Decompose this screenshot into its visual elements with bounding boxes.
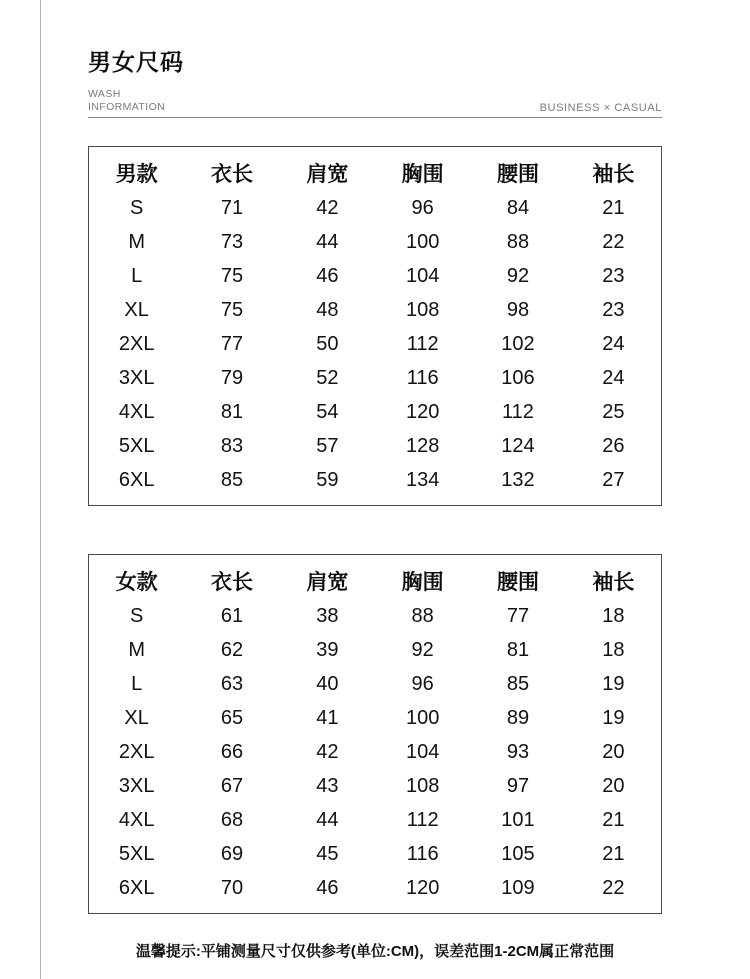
size-table-header-cell: 胸围 (401, 570, 444, 594)
size-table-cell: 112 (406, 808, 439, 831)
size-table-cell: 26 (602, 434, 625, 457)
size-table-cell: 19 (602, 672, 625, 695)
size-table-cell: 108 (405, 298, 440, 321)
size-table-cell: 112 (406, 332, 439, 355)
size-table-cell: 45 (316, 842, 339, 865)
size-table-header-cell: 衣长 (210, 162, 253, 186)
size-table-header-cell: 肩宽 (306, 162, 349, 186)
size-table-row (89, 803, 661, 837)
size-table-cell: 100 (405, 706, 440, 729)
header-meta-row (88, 88, 662, 118)
size-table-row (89, 701, 661, 735)
size-table-cell: 19 (602, 706, 625, 729)
size-table-header-row (89, 562, 661, 599)
size-table-row (89, 871, 661, 905)
size-table-cell: 97 (506, 774, 530, 797)
size-table-cell: 25 (602, 400, 625, 423)
size-table-cell: 84 (506, 196, 530, 219)
size-table-cell: 70 (220, 876, 244, 899)
size-table-cell: 20 (602, 740, 625, 763)
size-table-row (89, 463, 661, 497)
size-table-cell: 69 (220, 842, 244, 865)
size-table-cell: 73 (220, 230, 244, 253)
size-table-row (89, 429, 661, 463)
size-table-row (89, 225, 661, 259)
size-table-cell: 71 (220, 196, 244, 219)
size-table-row (89, 667, 661, 701)
size-table-cell: 66 (220, 740, 244, 763)
size-table-cell: 46 (316, 876, 339, 899)
size-table-cell: 100 (405, 230, 440, 253)
size-table-cell: 79 (220, 366, 244, 389)
size-table-row (89, 191, 661, 225)
size-table-cell: 18 (602, 604, 625, 627)
size-table-cell: 120 (405, 400, 440, 423)
size-table-cell: 23 (602, 298, 625, 321)
size-table-row (89, 395, 661, 429)
size-table-cell: 4XL (118, 400, 155, 423)
size-table-cell: 96 (411, 196, 434, 219)
size-table-cell: 23 (602, 264, 625, 287)
size-table-cell: L (131, 672, 143, 695)
size-chart-page (88, 0, 662, 961)
size-table-row (89, 599, 661, 633)
business-casual-tagline: BUSINESS × CASUAL (539, 102, 662, 114)
size-table-cell: 44 (316, 808, 339, 831)
size-table-cell: M (128, 638, 145, 661)
size-table-cell: 46 (316, 264, 339, 287)
information-label: INFORMATION (88, 101, 166, 113)
size-table-row (89, 293, 661, 327)
size-table-cell: 6XL (118, 876, 155, 899)
size-table-header-cell: 腰围 (496, 162, 539, 186)
size-table-cell: 68 (220, 808, 244, 831)
size-table-cell: 77 (220, 332, 244, 355)
size-table-header-row (89, 154, 661, 191)
size-table-cell: 77 (506, 604, 530, 627)
size-table-cell: 96 (411, 672, 434, 695)
size-table-cell: S (129, 604, 144, 627)
size-table-cell: 101 (501, 808, 535, 831)
size-table-cell: 21 (602, 808, 625, 831)
size-table-cell: 20 (602, 774, 625, 797)
size-table-header-cell: 袖长 (592, 162, 635, 186)
size-table-cell: 102 (501, 332, 535, 355)
size-table-cell: XL (124, 298, 149, 321)
size-table-header-cell: 袖长 (592, 570, 635, 594)
size-table-cell: 21 (602, 196, 625, 219)
size-table-cell: 67 (220, 774, 244, 797)
size-table-cell: 104 (405, 264, 440, 287)
size-table-cell: 120 (405, 876, 440, 899)
page-title: 男女尺码 (88, 49, 184, 75)
size-table-cell: S (129, 196, 144, 219)
size-table-cell: 81 (506, 638, 530, 661)
size-table-row (89, 327, 661, 361)
size-table-cell: 5XL (118, 842, 155, 865)
size-table-cell: 44 (316, 230, 339, 253)
size-table-cell: 41 (316, 706, 339, 729)
size-table-cell: 3XL (118, 774, 155, 797)
size-table-row (89, 735, 661, 769)
size-table-cell: 89 (506, 706, 530, 729)
size-table-row (89, 769, 661, 803)
size-table-cell: 42 (316, 196, 339, 219)
size-table-cell: 54 (316, 400, 339, 423)
size-table-cell: 128 (405, 434, 440, 457)
size-table-cell: 85 (506, 672, 530, 695)
size-table-cell: 75 (220, 264, 244, 287)
size-table-cell: 112 (502, 400, 534, 423)
men-size-table (88, 146, 662, 506)
size-table-cell: 5XL (118, 434, 155, 457)
size-table-header-cell: 肩宽 (306, 570, 349, 594)
size-table-row (89, 361, 661, 395)
size-table-cell: 6XL (118, 468, 155, 491)
wash-information-label (88, 88, 165, 114)
size-table-cell: 24 (602, 332, 625, 355)
size-table-cell: 132 (501, 468, 535, 491)
size-table-header-cell: 腰围 (496, 570, 539, 594)
size-table-row (89, 837, 661, 871)
size-table-cell: 88 (506, 230, 530, 253)
size-table-cell: 52 (316, 366, 339, 389)
size-table-cell: 48 (316, 298, 339, 321)
size-table-cell: 98 (506, 298, 530, 321)
size-table-header-cell: 胸围 (401, 162, 444, 186)
size-table-cell: 92 (411, 638, 434, 661)
size-table-cell: 2XL (118, 332, 155, 355)
size-table-cell: 24 (602, 366, 625, 389)
women-size-table (88, 554, 662, 914)
size-table-cell: 62 (220, 638, 244, 661)
size-table-cell: 42 (316, 740, 339, 763)
size-table-cell: 108 (405, 774, 440, 797)
size-table-cell: 43 (316, 774, 339, 797)
size-table-cell: 61 (220, 604, 244, 627)
size-table-cell: 109 (501, 876, 535, 899)
size-table-cell: 88 (411, 604, 434, 627)
left-border-line (40, 0, 41, 979)
size-table-header-cell: 衣长 (210, 570, 253, 594)
size-table-cell: 92 (506, 264, 530, 287)
size-table-cell: 18 (602, 638, 625, 661)
wash-label: WASH (88, 88, 121, 100)
size-table-cell: 39 (316, 638, 339, 661)
size-table-cell: 50 (316, 332, 339, 355)
size-table-cell: 105 (501, 842, 535, 865)
size-table-cell: 63 (220, 672, 244, 695)
size-table-cell: 3XL (118, 366, 155, 389)
size-table-cell: 134 (405, 468, 440, 491)
size-table-cell: M (128, 230, 145, 253)
size-table-cell: 4XL (118, 808, 155, 831)
size-table-cell: 83 (220, 434, 244, 457)
size-table-cell: 124 (501, 434, 535, 457)
size-table-cell: 59 (316, 468, 339, 491)
size-table-cell: 22 (602, 230, 625, 253)
size-table-cell: 116 (406, 366, 439, 389)
size-table-cell: 81 (220, 400, 244, 423)
footer-note: 温馨提示:平铺测量尺寸仅供参考(单位:CM)，误差范围1-2CM属正常范围 (135, 943, 615, 960)
size-table-cell: 106 (501, 366, 535, 389)
size-table-cell: 27 (602, 468, 625, 491)
size-table-cell: XL (124, 706, 149, 729)
size-table-cell: 75 (220, 298, 244, 321)
size-table-cell: 2XL (118, 740, 155, 763)
size-table-cell: 40 (316, 672, 339, 695)
size-table-row (89, 633, 661, 667)
size-table-header-cell: 男款 (115, 162, 158, 186)
size-table-cell: 38 (316, 604, 339, 627)
size-table-cell: 65 (220, 706, 244, 729)
size-table-row (89, 259, 661, 293)
size-table-cell: 57 (316, 434, 339, 457)
size-table-header-cell: 女款 (115, 570, 158, 594)
size-table-cell: 116 (406, 842, 439, 865)
size-table-cell: 104 (405, 740, 440, 763)
size-table-cell: 85 (220, 468, 244, 491)
size-table-cell: L (131, 264, 143, 287)
size-table-cell: 93 (506, 740, 530, 763)
size-table-cell: 22 (602, 876, 625, 899)
size-table-cell: 21 (602, 842, 625, 865)
